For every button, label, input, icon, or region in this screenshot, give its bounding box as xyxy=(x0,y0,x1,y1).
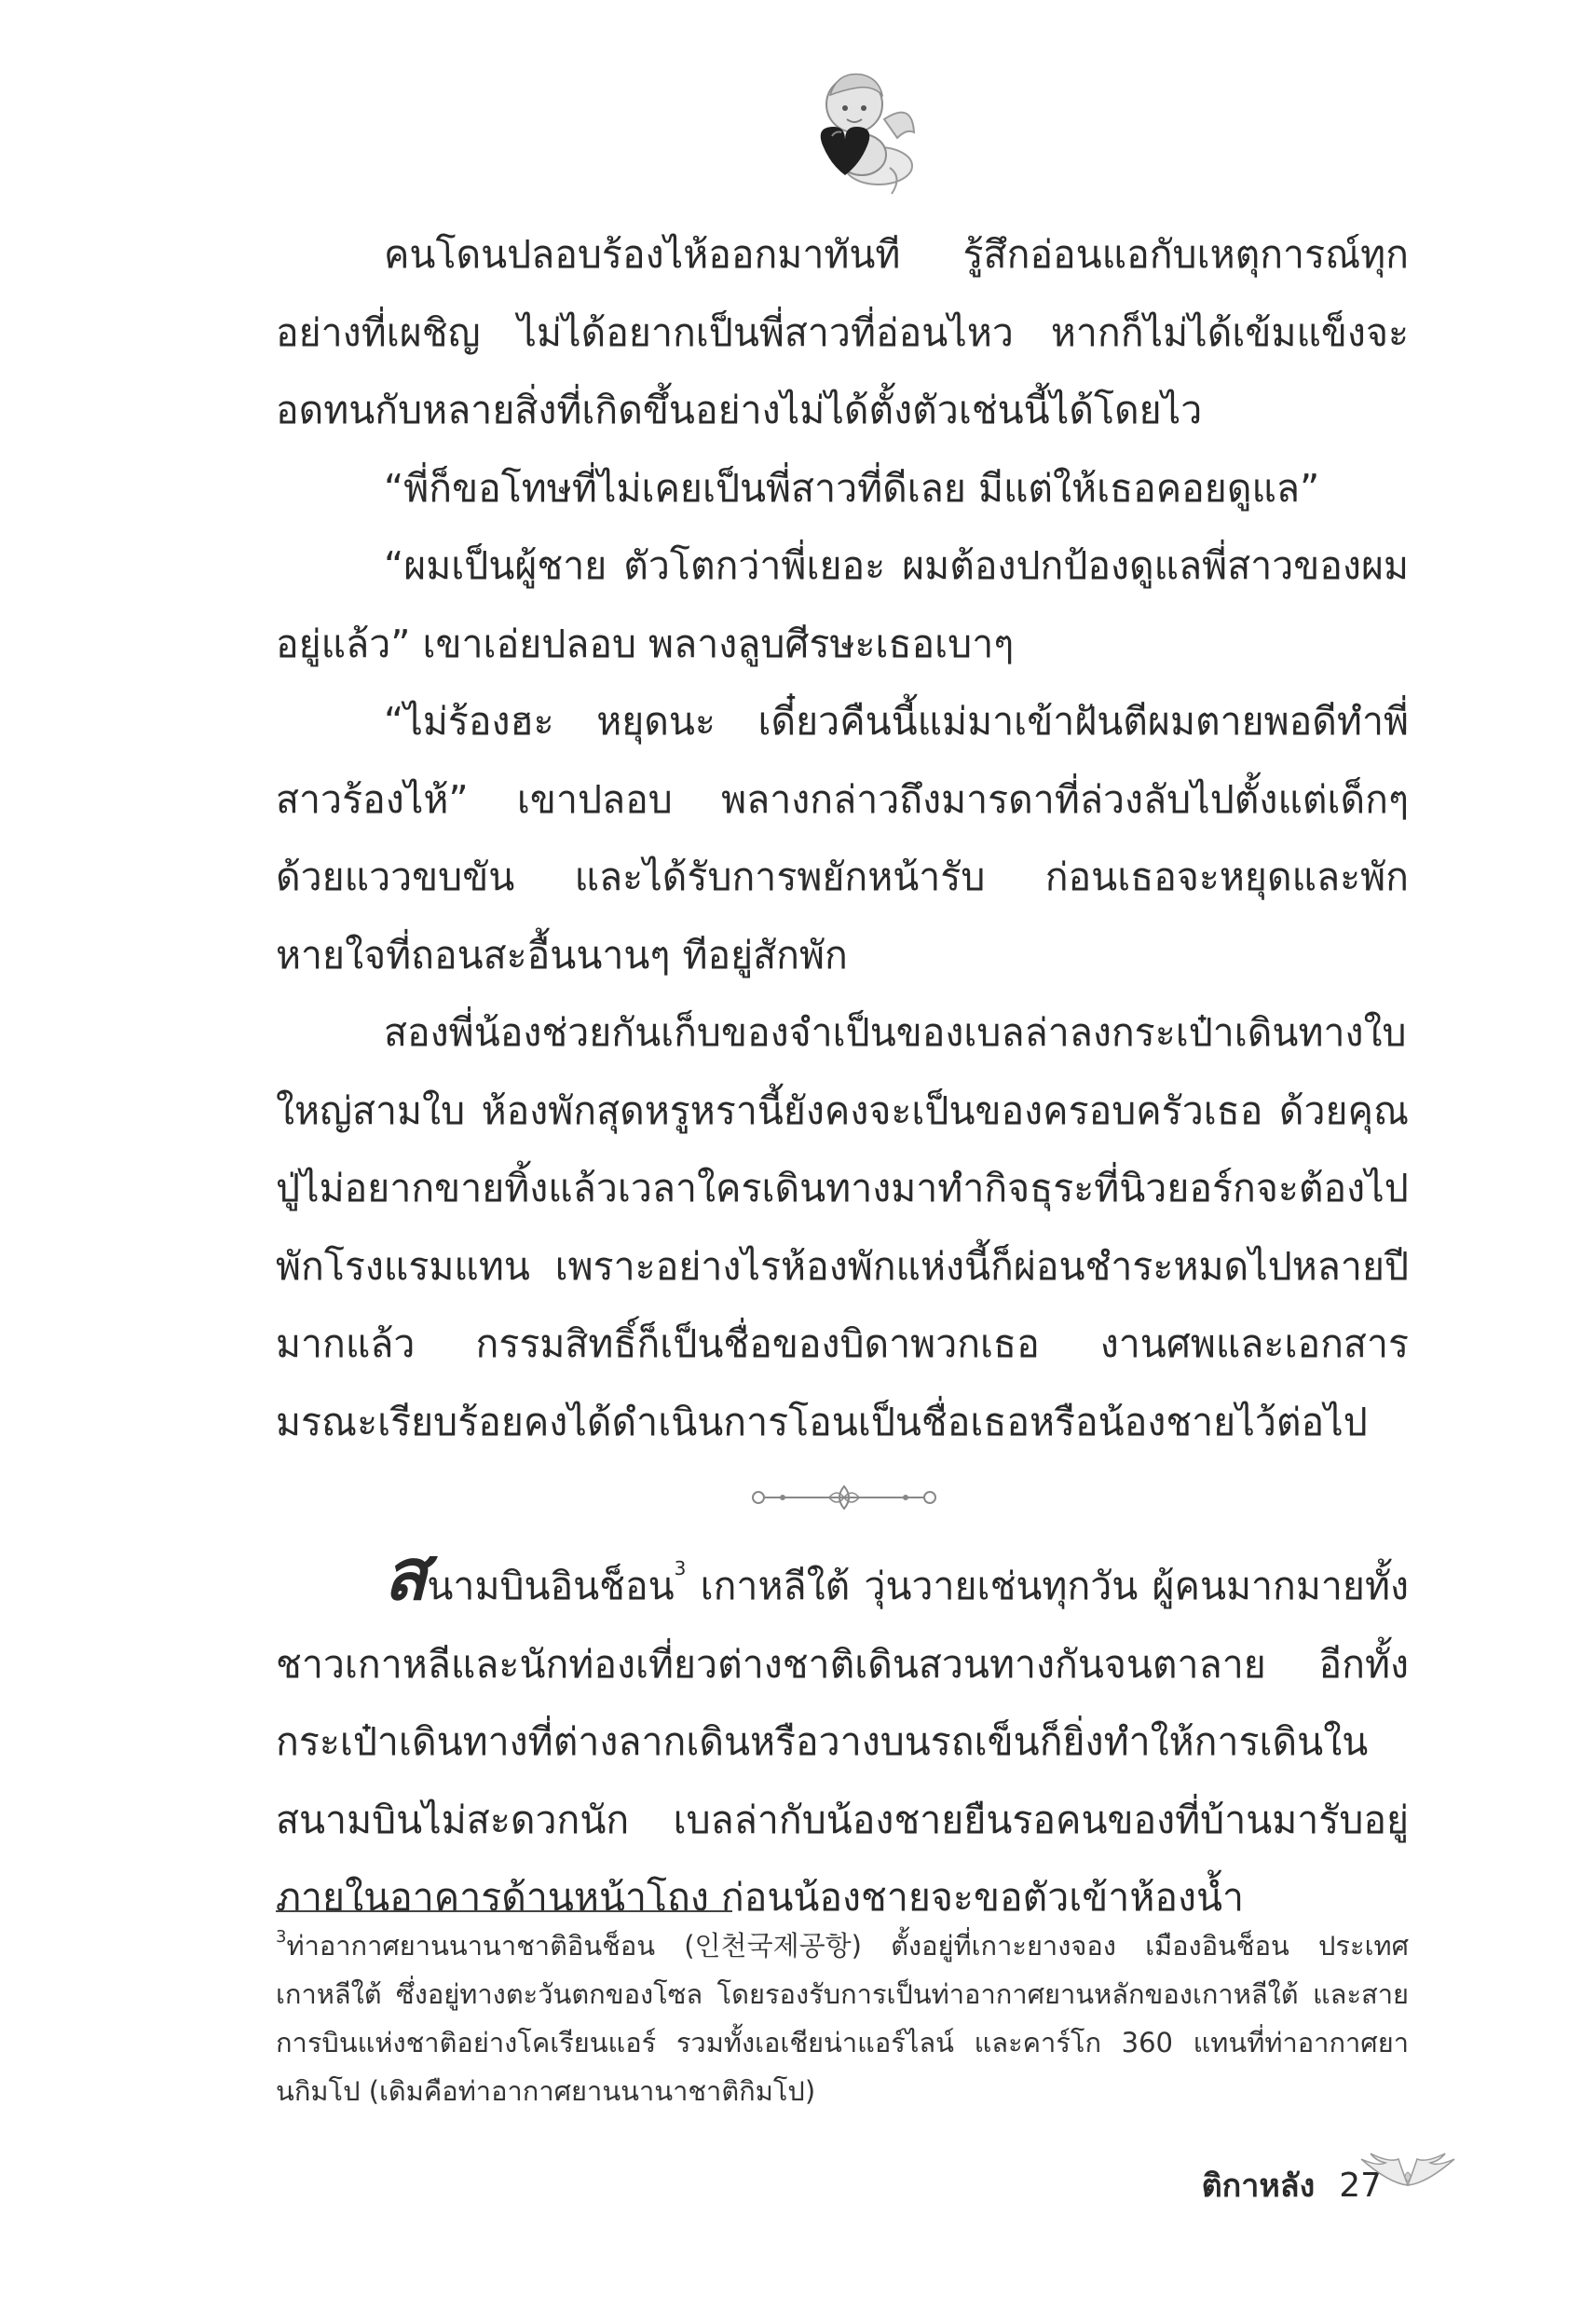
section-divider-icon xyxy=(745,1477,943,1518)
cherub-heart-icon xyxy=(787,63,918,203)
section-lead: นามบินอินช็อน xyxy=(427,1564,675,1608)
page-number: 27 xyxy=(1339,2166,1382,2205)
page-footer xyxy=(1202,2160,1382,2210)
footnote-number: 3 xyxy=(276,1927,287,1947)
book-title: ติกาหลัง xyxy=(1201,2167,1316,2205)
footnote-text: ท่าอากาศยานนานาชาติอินช็อน (인천국제공항) ตั้งอยู่ที่เกาะยางจอง เมืองอินช็อน ประเทศเกาหลีใต้ ซึ่งอยู่ทางตะวันตกของโซล โดยรองรับการเป็นท่าอากาศยานหลักของเกาหลีใต้ และสายการบินแห่งชาติอย่างโคเรียนแอร์ รวมทั้งเอเชียน่าแอร์ไลน์ และคาร์โก 360 แทนที่ท่าอากาศยานกิมโป (เดิมคือท่าอากาศยานนานาชาติกิมโป) xyxy=(276,1930,1409,2107)
section-two xyxy=(276,1533,1409,1937)
drop-letter: ส xyxy=(384,1533,428,1616)
paragraph: “ไม่ร้องฮะ หยุดนะ เดี๋ยวคืนนี้แม่มาเข้าฝันตีผมตายพอดีทำพี่สาวร้องไห้” เขาปลอบ พลางกล่าวถึงมารดาที่ล่วงลับไปตั้งแต่เด็กๆ ด้วยแววขบขัน และได้รับการพยักหน้ารับ ก่อนเธอจะหยุดและพักหายใจที่ถอนสะอื้นนานๆ ทีอยู่สักพัก xyxy=(276,699,1409,978)
section-text: เกาหลีใต้ วุ่นวายเช่นทุกวัน ผู้คนมากมายทั้งชาวเกาหลีและนักท่องเที่ยวต่างชาติเดินสวนทางกันจนตาลาย อีกทั้งกระเป๋าเดินทางที่ต่างลากเดินหรือวางบนรถเข็นก็ยิ่งทำให้การเดินในสนามบินไม่สะดวกนัก เบลล่ากับน้องชายยืนรอคนของที่บ้านมารับอยู่ภายในอาคารด้านหน้าโถง ก่อนน้องชายจะขอตัวเข้าห้องน้ำ xyxy=(276,1564,1409,1920)
paragraph: สองพี่น้องช่วยกันเก็บของจำเป็นของเบลล่าลงกระเป๋าเดินทางใบใหญ่สามใบ ห้องพักสุดหรูหรานี้ยังคงจะเป็นของครอบครัวเธอ ด้วยคุณปู่ไม่อยากขายทิ้งแล้วเวลาใครเดินทางมาทำกิจธุระที่นิวยอร์กจะต้องไปพักโรงแรมแทน เพราะอย่างไรห้องพักแห่งนี้ก็ผ่อนชำระหมดไปหลายปีมากแล้ว กรรมสิทธิ์ก็เป็นชื่อของบิดาพวกเธอ งานศพและเอกสารมรณะเรียบร้อยคงได้ดำเนินการโอนเป็นชื่อเธอหรือน้องชายไว้ต่อไป xyxy=(276,1010,1409,1444)
footnote-rule xyxy=(276,1910,732,1912)
wings-icon xyxy=(1357,2148,1459,2204)
paragraph: “ผมเป็นผู้ชาย ตัวโตกว่าพี่เยอะ ผมต้องปกป้องดูแลพี่สาวของผมอยู่แล้ว” เขาเอ่ยปลอบ พลางลูบศีรษะเธอเบาๆ xyxy=(276,543,1409,666)
footnote-reference[interactable]: 3 xyxy=(674,1557,687,1579)
paragraph: “พี่ก็ขอโทษที่ไม่เคยเป็นพี่สาวที่ดีเลย มีแต่ให้เธอคอยดูแล” xyxy=(384,465,1320,511)
paragraph: คนโดนปลอบร้องไห้ออกมาทันที รู้สึกอ่อนแอกับเหตุการณ์ทุกอย่างที่เผชิญ ไม่ได้อยากเป็นพี่สาวที่อ่อนไหว หากก็ไม่ได้เข้มแข็งจะอดทนกับหลายสิ่งที่เกิดขึ้นอย่างไม่ได้ตั้งตัวเช่นนี้ได้โดยไว xyxy=(276,232,1409,432)
footnote xyxy=(276,1921,1409,2115)
body-text xyxy=(276,216,1409,1461)
section-two-paragraph xyxy=(276,1533,1409,1937)
